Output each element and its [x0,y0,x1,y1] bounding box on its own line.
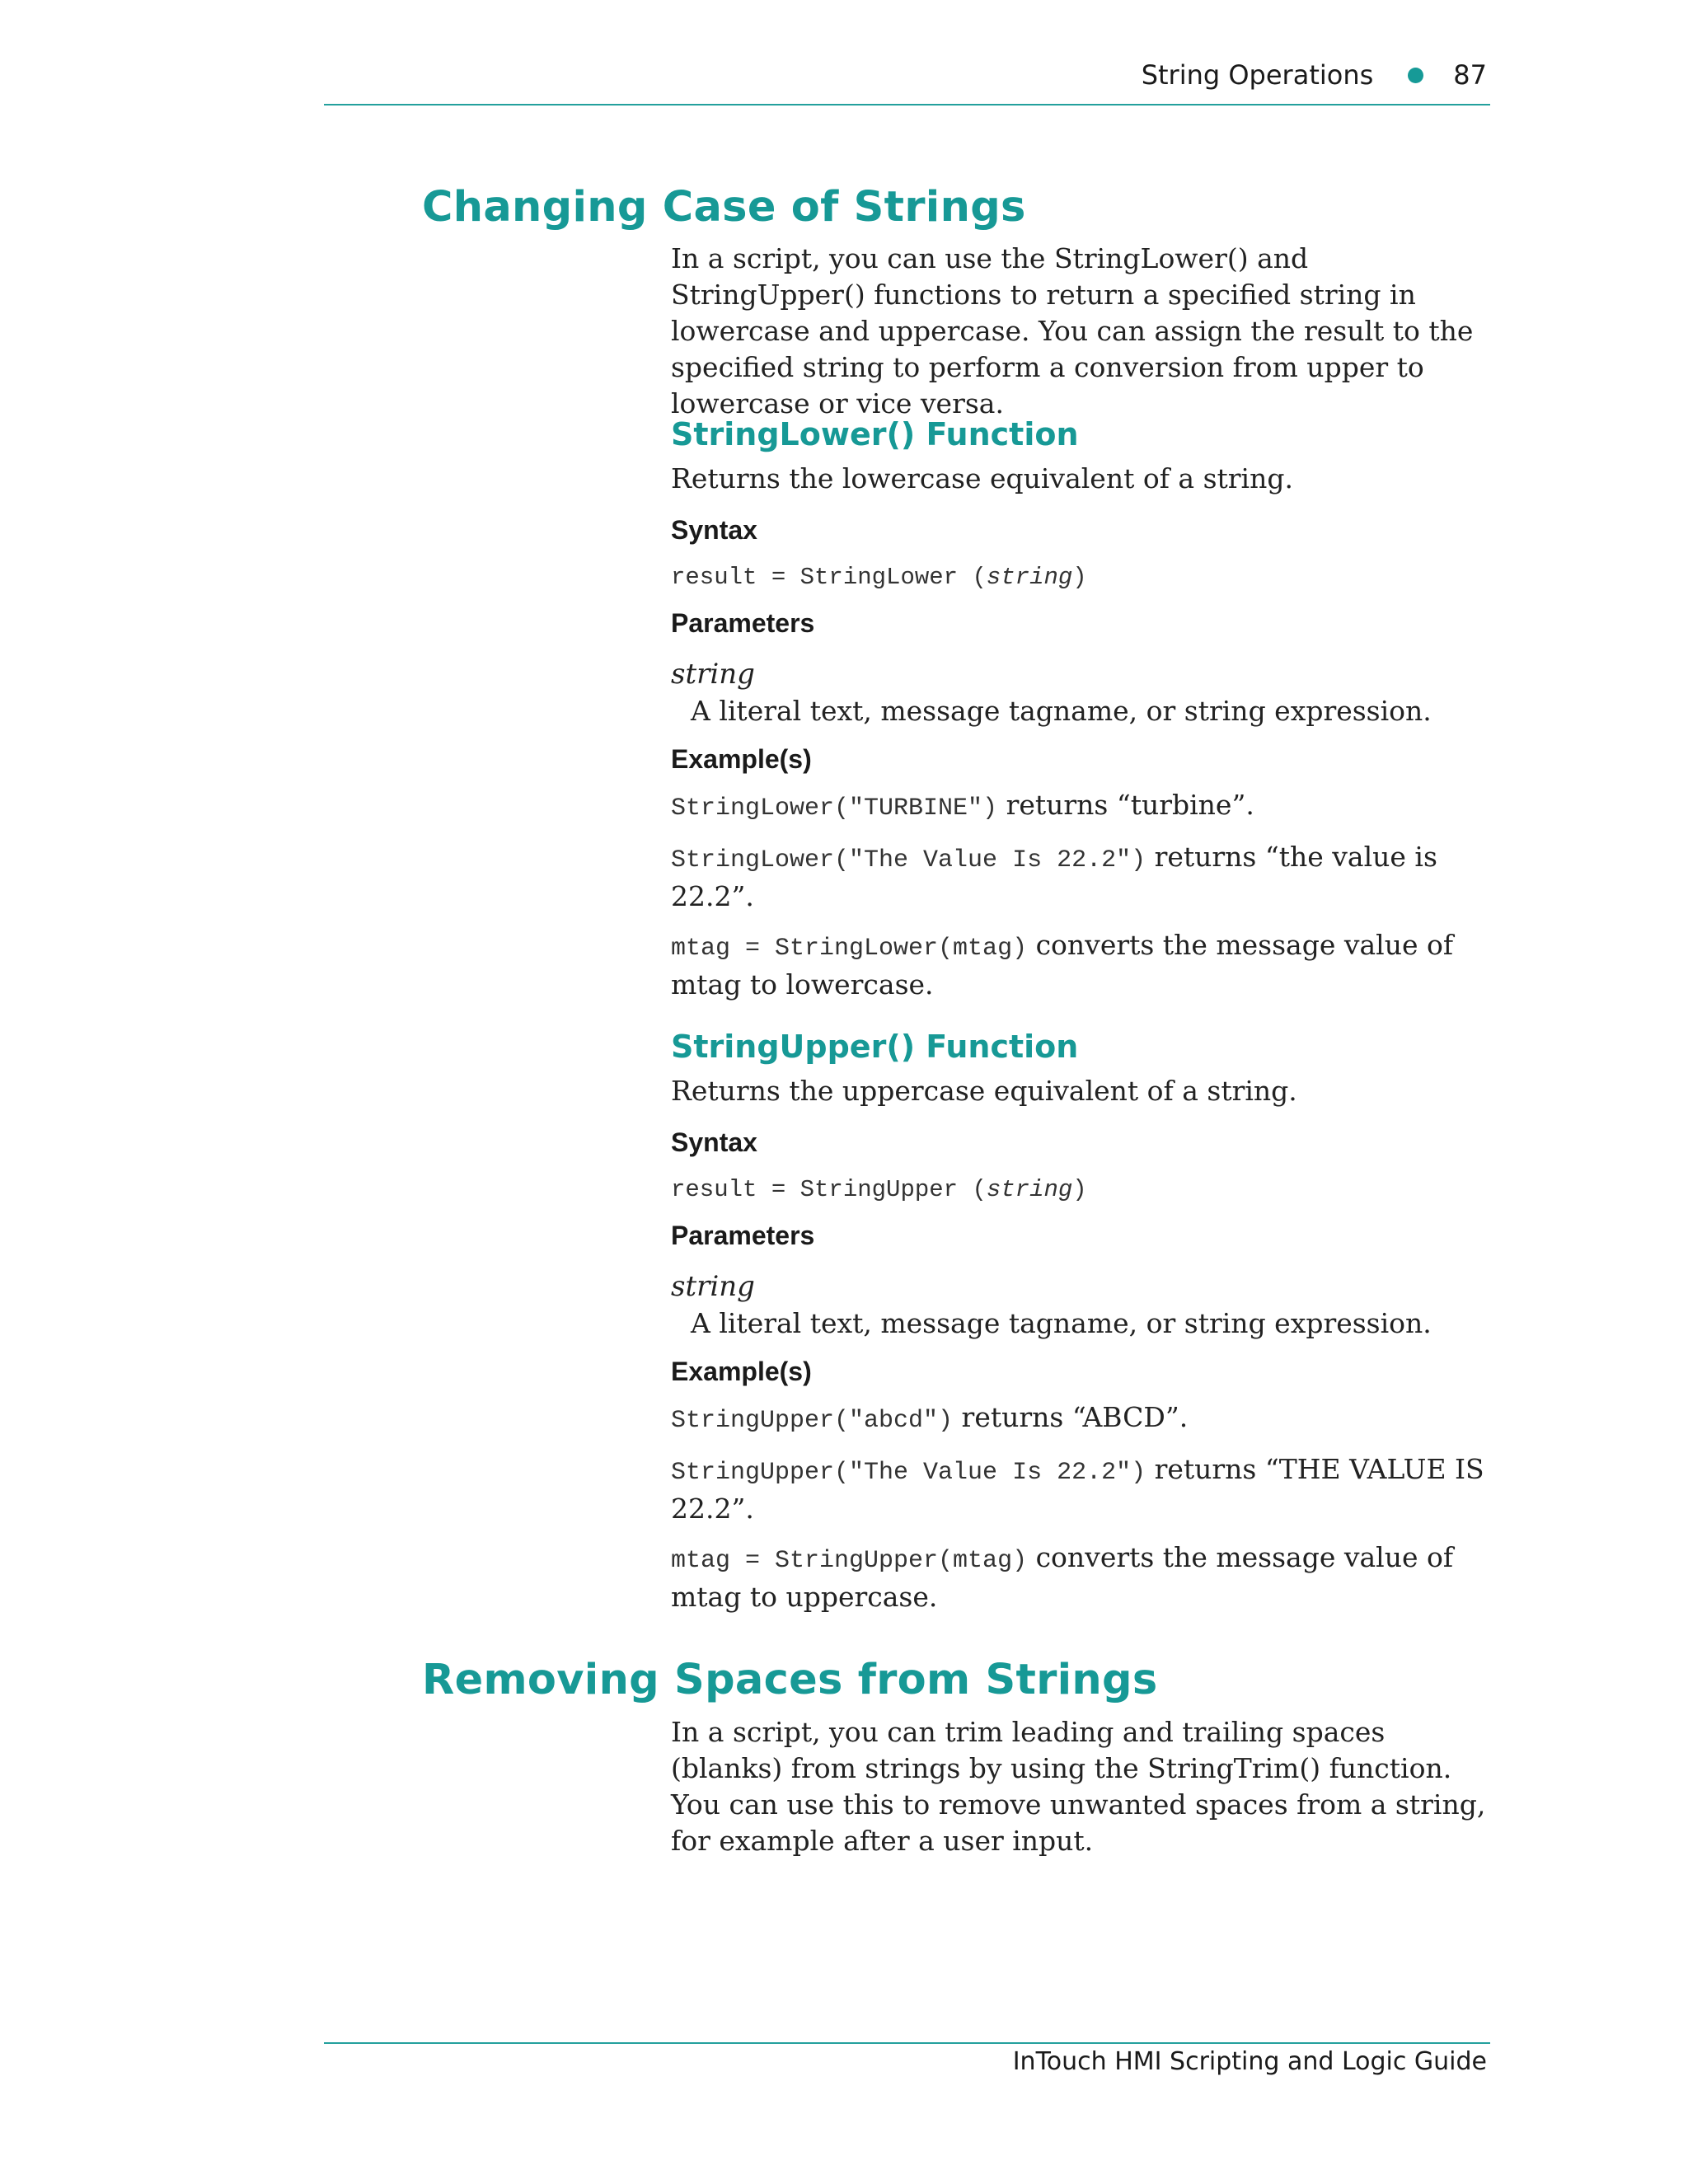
function-heading-stringlower: StringLower() Function [671,416,1079,452]
example-text: returns “THE VALUE IS 22.2”. [671,1453,1484,1525]
example-stringupper-3 [671,1540,1495,1615]
parameter-name-stringupper: string [671,1270,755,1303]
parameter-description-stringupper: A literal text, message tagname, or string expression. [691,1307,1432,1339]
footer-guide-title: InTouch HMI Scripting and Logic Guide [1012,2047,1487,2076]
example-text: converts the message value of mtag to lowercase. [671,929,1454,1001]
syntax-argument: string [986,564,1073,591]
header-bullet-icon [1408,68,1423,83]
example-code: StringUpper("The Value Is 22.2") [671,1459,1146,1487]
example-text: returns “the value is 22.2”. [671,841,1437,912]
section-heading-removing-spaces: Removing Spaces from Strings [422,1656,1158,1704]
syntax-stringlower [671,564,1087,591]
examples-label-stringlower: Example(s) [671,744,812,774]
example-stringlower-3 [671,927,1495,1003]
page-number: 87 [1453,59,1487,91]
example-stringlower-2 [671,839,1495,915]
example-text: returns “turbine”. [997,789,1254,821]
parameters-label-stringupper: Parameters [671,1221,815,1250]
syntax-prefix: result = StringLower ( [671,564,987,591]
section-heading-changing-case: Changing Case of Strings [422,183,1026,232]
syntax-argument: string [986,1176,1073,1203]
running-header [1142,59,1487,91]
example-stringupper-2 [671,1451,1495,1527]
syntax-stringupper [671,1176,1087,1203]
parameters-label-stringlower: Parameters [671,608,815,638]
example-text: converts the message value of mtag to uppercase. [671,1541,1454,1613]
section-intro-changing-case: In a script, you can use the StringLower() and StringUpper() functions to return a specified string in lowercase and uppercase. You can assign the result to the specified string to perform a conversion from upper to lowercase or vice versa. [671,242,1474,419]
syntax-suffix: ) [1072,564,1087,591]
function-heading-stringupper: StringUpper() Function [671,1029,1079,1065]
section-intro-removing-spaces: In a script, you can trim leading and trailing spaces (blanks) from strings by using the StringTrim() function. You can use this to remove unwanted spaces from a string, for example after a user input. [671,1716,1486,1857]
example-stringlower-1 [671,787,1495,827]
function-description-stringupper: Returns the uppercase equivalent of a string. [671,1075,1297,1107]
examples-label-stringupper: Example(s) [671,1357,812,1386]
syntax-label-stringupper: Syntax [671,1127,757,1157]
syntax-suffix: ) [1072,1176,1087,1203]
example-stringupper-1 [671,1399,1495,1439]
example-code: StringLower("The Value Is 22.2") [671,846,1146,874]
header-section-title: String Operations [1141,59,1374,91]
example-code: mtag = StringUpper(mtag) [671,1547,1028,1575]
header-divider [324,104,1490,105]
example-code: StringUpper("abcd") [671,1407,954,1435]
footer-divider [324,2042,1490,2044]
example-code: mtag = StringLower(mtag) [671,935,1028,963]
example-text: returns “ABCD”. [953,1401,1189,1433]
syntax-prefix: result = StringUpper ( [671,1176,987,1203]
parameter-description-stringlower: A literal text, message tagname, or string expression. [691,695,1432,727]
example-code: StringLower("TURBINE") [671,794,998,823]
syntax-label-stringlower: Syntax [671,515,757,545]
parameter-name-stringlower: string [671,658,755,691]
function-description-stringlower: Returns the lowercase equivalent of a string. [671,462,1293,494]
